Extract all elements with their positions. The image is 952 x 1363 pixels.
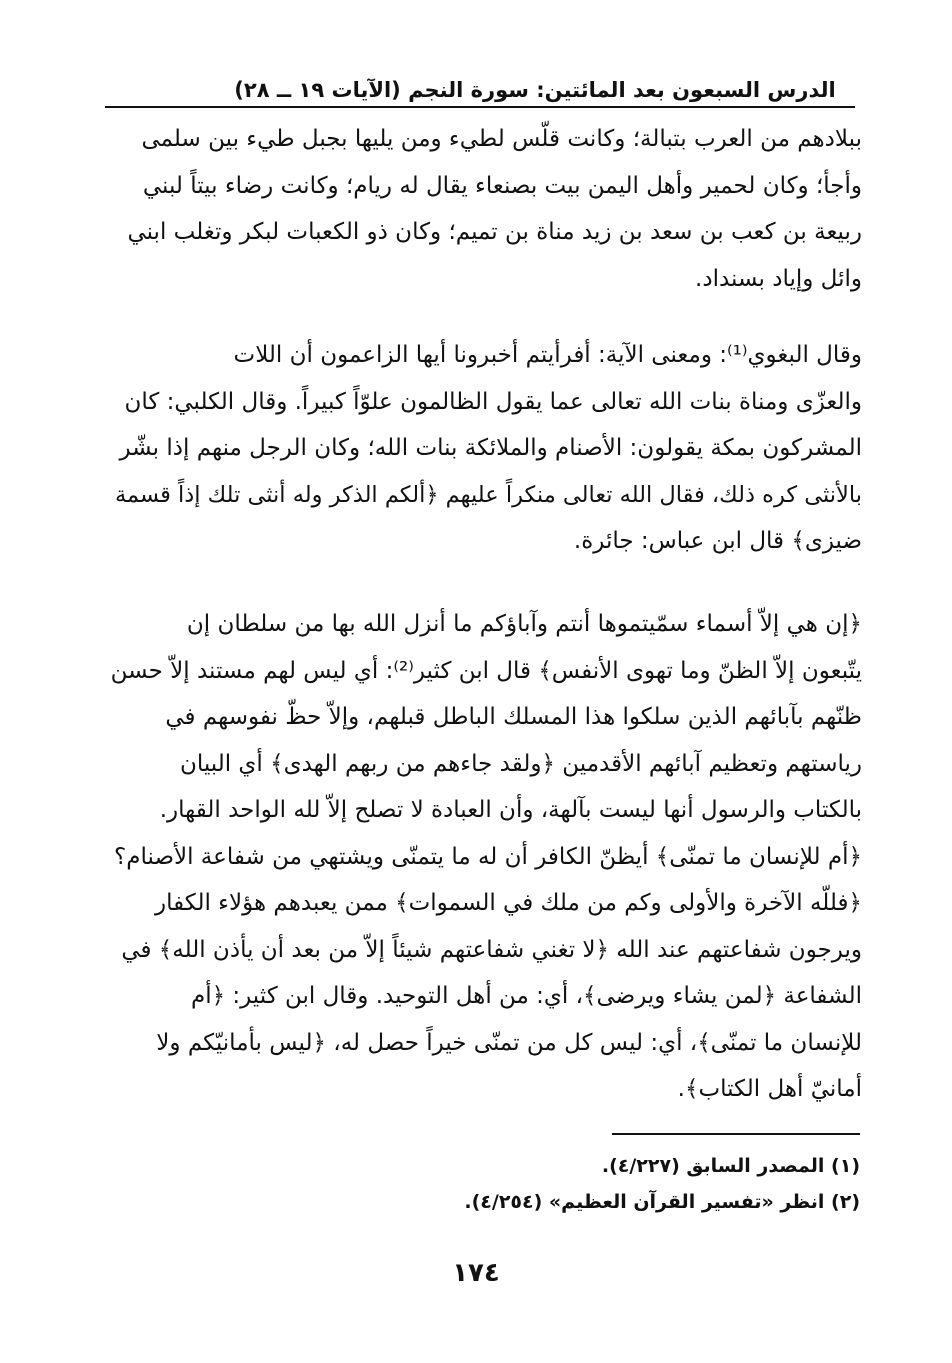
paragraph-3 bbox=[108, 601, 862, 1113]
text-line: رياستهم وتعظيم آبائهم الأقدمين ﴿ولقد جاءهم من ربهم الهدى﴾ أي البيان bbox=[179, 750, 862, 777]
text-line: ﴿فللّه الآخرة والأولى وكم من ملك في السموات﴾ ممن يعبدهم هؤلاء الكفار bbox=[155, 890, 862, 916]
text-line: وائل وإياد بسنداد. bbox=[695, 265, 862, 292]
footnotes bbox=[400, 1148, 860, 1220]
text-line: ﴿أم للإنسان ما تمنّى﴾ أيظنّ الكافر أن له ما يتمنّى ويشتهي من شفاعة الأصنام؟ bbox=[114, 843, 862, 870]
text-line: ضيزى﴾ قال ابن عباس: جائرة. bbox=[573, 528, 862, 554]
footnote-divider bbox=[612, 1133, 860, 1135]
text-line: ربيعة بن كعب بن سعد بن زيد مناة بن تميم؛ وكان ذو الكعبات لبكر وتغلب ابني bbox=[127, 219, 862, 245]
running-header: الدرس السبعون بعد المائتين: سورة النجم (الآيات ١٩ ــ ٢٨) bbox=[234, 78, 836, 102]
text-line: أمانيّ أهل الكتاب﴾. bbox=[677, 1076, 862, 1102]
paragraph-1 bbox=[108, 116, 862, 302]
text-line: والعزّى ومناة بنات الله تعالى عما يقول الظالمون علوّاً كبيراً. وقال الكلبي: كان bbox=[124, 388, 862, 415]
text-line: بالأنثى كره ذلك، فقال الله تعالى منكراً عليهم ﴿ألكم الذكر وله أنثى تلك إذاً قسمة bbox=[114, 481, 862, 508]
text-line: ويرجون شفاعتهم عند الله ﴿لا تغني شفاعتهم شيئاً إلاّ من بعد أن يأذن الله﴾ في bbox=[121, 936, 862, 963]
paragraph-2 bbox=[108, 332, 862, 565]
text-line: الشفاعة ﴿لمن يشاء ويرضى﴾، أي: من أهل التوحيد. وقال ابن كثير: ﴿أم bbox=[190, 983, 862, 1009]
text-line: وقال البغوي⁽¹⁾: ومعنى الآية: أفرأيتم أخبرونا أيها الزاعمون أن اللات bbox=[233, 342, 862, 368]
text-line: ببلادهم من العرب بتبالة؛ وكانت قلّس لطيء ومن يليها بجبل طيء بين سلمى bbox=[141, 126, 862, 152]
text-line: ﴿إن هي إلاّ أسماء سمّيتموها أنتم وآباؤكم ما أنزل الله بها من سلطان إن bbox=[186, 611, 862, 637]
footnote-2: (٢) انظر «تفسير القرآن العظيم» (٤/٢٥٤). bbox=[464, 1191, 860, 1213]
page-number: ١٧٤ bbox=[452, 1258, 500, 1288]
text-line: المشركون بمكة يقولون: الأصنام والملائكة بنات الله؛ وكان الرجل منهم إذا بشّر bbox=[119, 435, 862, 461]
text-line: للإنسان ما تمنّى﴾، أي: ليس كل من تمنّى خيراً حصل له، ﴿ليس بأمانيّكم ولا bbox=[156, 1029, 862, 1056]
text-line: وأجأ؛ وكان لحمير وأهل اليمن بيت بصنعاء يقال له ريام؛ وكانت رضاء بيتاً لبني bbox=[142, 172, 862, 199]
footnote-1: (١) المصدر السابق (٤/٢٢٧). bbox=[601, 1155, 860, 1177]
text-line: يتّبعون إلاّ الظنّ وما تهوى الأنفس﴾ قال ابن كثير⁽²⁾: أي ليس لهم مستند إلاّ حسن bbox=[110, 657, 862, 684]
text-line: ظنّهم بآبائهم الذين سلكوا هذا المسلك الباطل قبلهم، وإلاّ حظّ نفوسهم في bbox=[165, 704, 862, 730]
text-line: بالكتاب والرسول أنها ليست بآلهة، وأن العبادة لا تصلح إلاّ لله الواحد القهار. bbox=[159, 797, 862, 823]
header-divider bbox=[105, 106, 855, 108]
